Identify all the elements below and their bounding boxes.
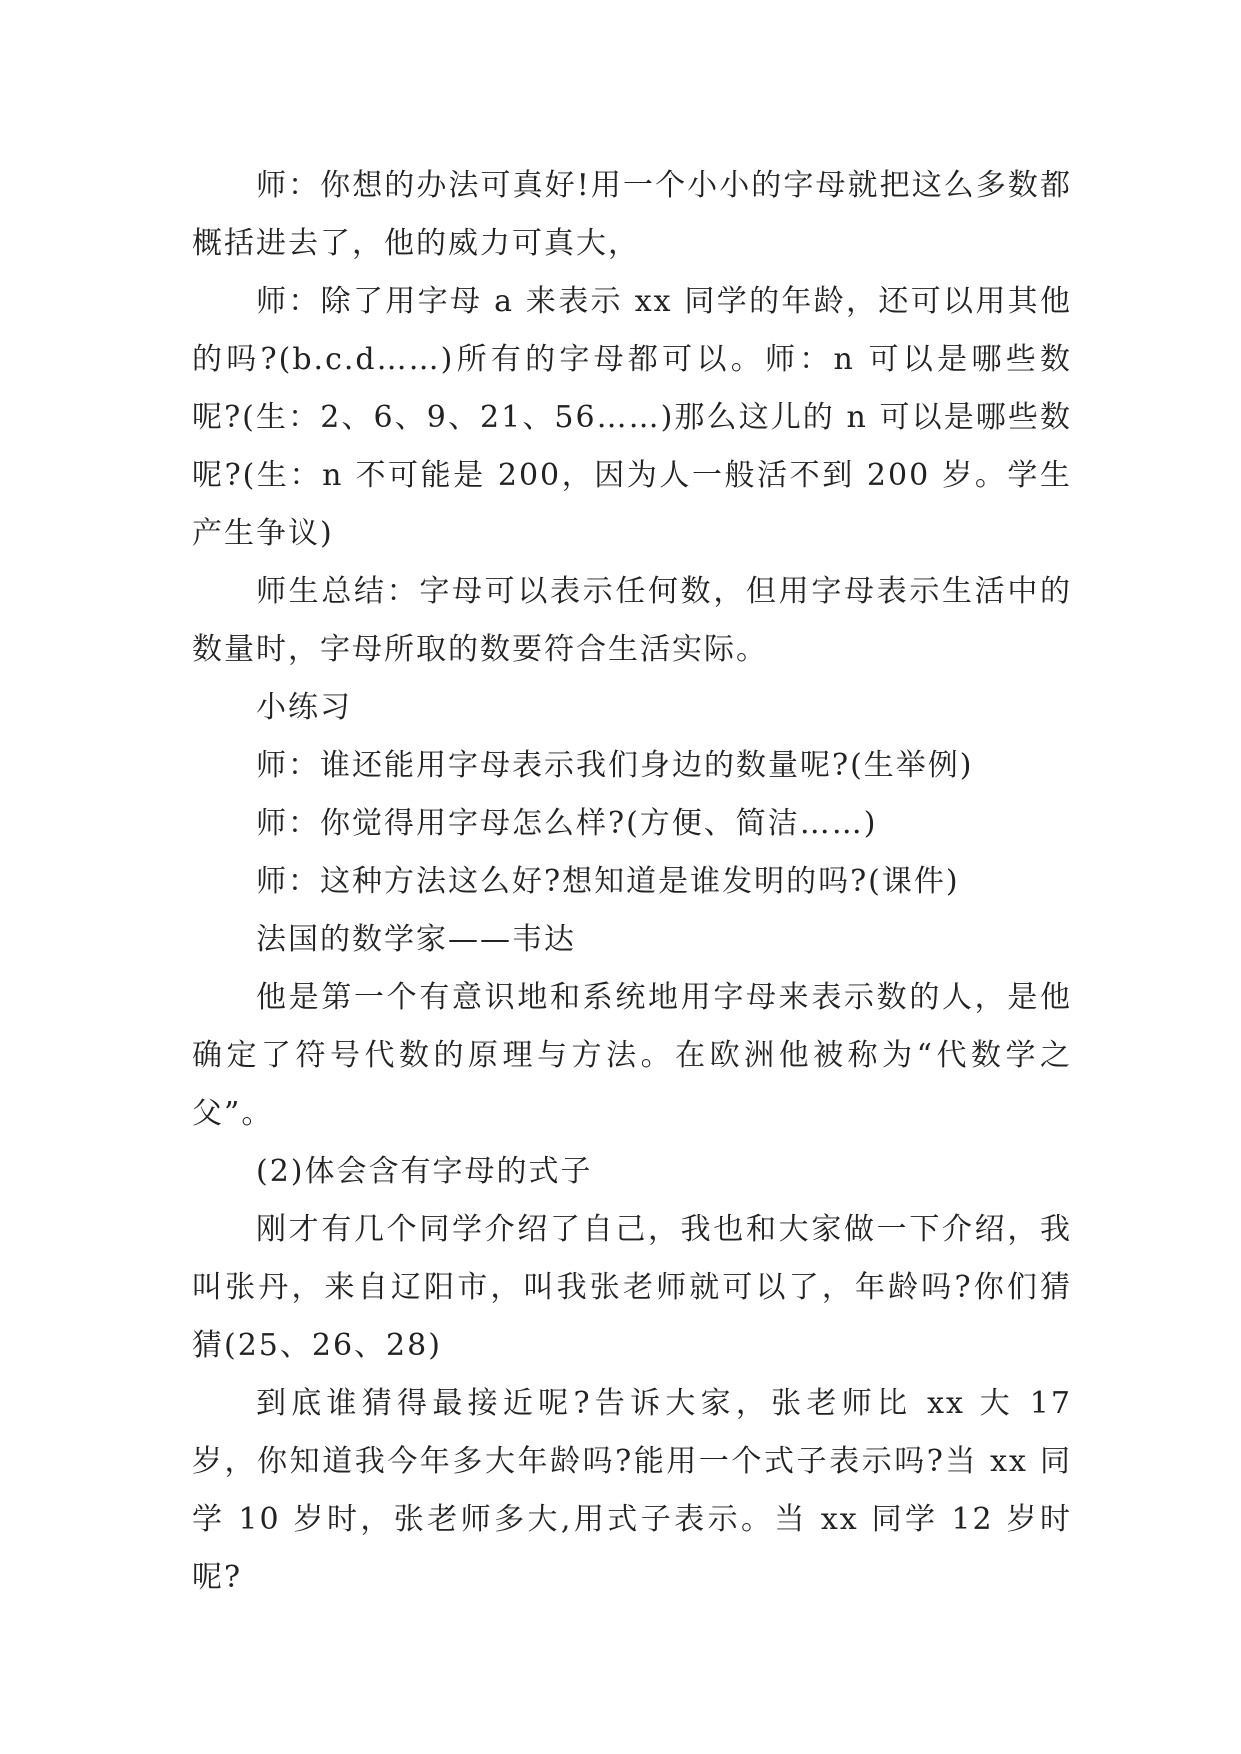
paragraph-practice-q3: 师：这种方法这么好?想知道是谁发明的吗?(课件) — [256, 864, 960, 899]
paragraph-other-letters: 师：除了用字母 a 来表示 xx 同学的年龄，还可以用其他的吗?(b.c.d……)所有的字母都可以。师：n 可以是哪些数呢?(生：2、6、9、21、56……)那么这儿的 n 可以是哪些数呢?(生：n 不可能是 200，因为人一般活不到 200 岁。学生产生争议) — [192, 284, 1072, 551]
paragraph-practice-q2: 师：你觉得用字母怎么样?(方便、简洁……) — [256, 806, 878, 841]
document-body — [192, 157, 1072, 1607]
paragraph-practice-q1: 师：谁还能用字母表示我们身边的数量呢?(生举例) — [256, 748, 974, 783]
paragraph-age-question: 到底谁猜得最接近呢?告诉大家，张老师比 xx 大 17 岁，你知道我今年多大年龄吗?能用一个式子表示吗?当 xx 同学 10 岁时，张老师多大,用式子表示。当 xx 同学 12 岁时呢? — [192, 1386, 1072, 1595]
paragraph-section-2-heading: (2)体会含有字母的式子 — [256, 1154, 593, 1189]
paragraph-viete-description: 他是第一个有意识地和系统地用字母来表示数的人，是他确定了符号代数的原理与方法。在欧洲他被称为“代数学之父”。 — [192, 980, 1072, 1131]
paragraph-teacher-intro: 刚才有几个同学介绍了自己，我也和大家做一下介绍，我叫张丹，来自辽阳市，叫我张老师就可以了，年龄吗?你们猜猜(25、26、28) — [192, 1212, 1072, 1363]
paragraph-viete-heading: 法国的数学家——韦达 — [256, 922, 576, 957]
paragraph-teacher-praise: 师：你想的办法可真好!用一个小小的字母就把这么多数都概括进去了，他的威力可真大， — [192, 168, 1072, 261]
paragraph-summary: 师生总结：字母可以表示任何数，但用字母表示生活中的数量时，字母所取的数要符合生活实际。 — [192, 574, 1072, 667]
paragraph-practice-heading: 小练习 — [256, 690, 352, 725]
